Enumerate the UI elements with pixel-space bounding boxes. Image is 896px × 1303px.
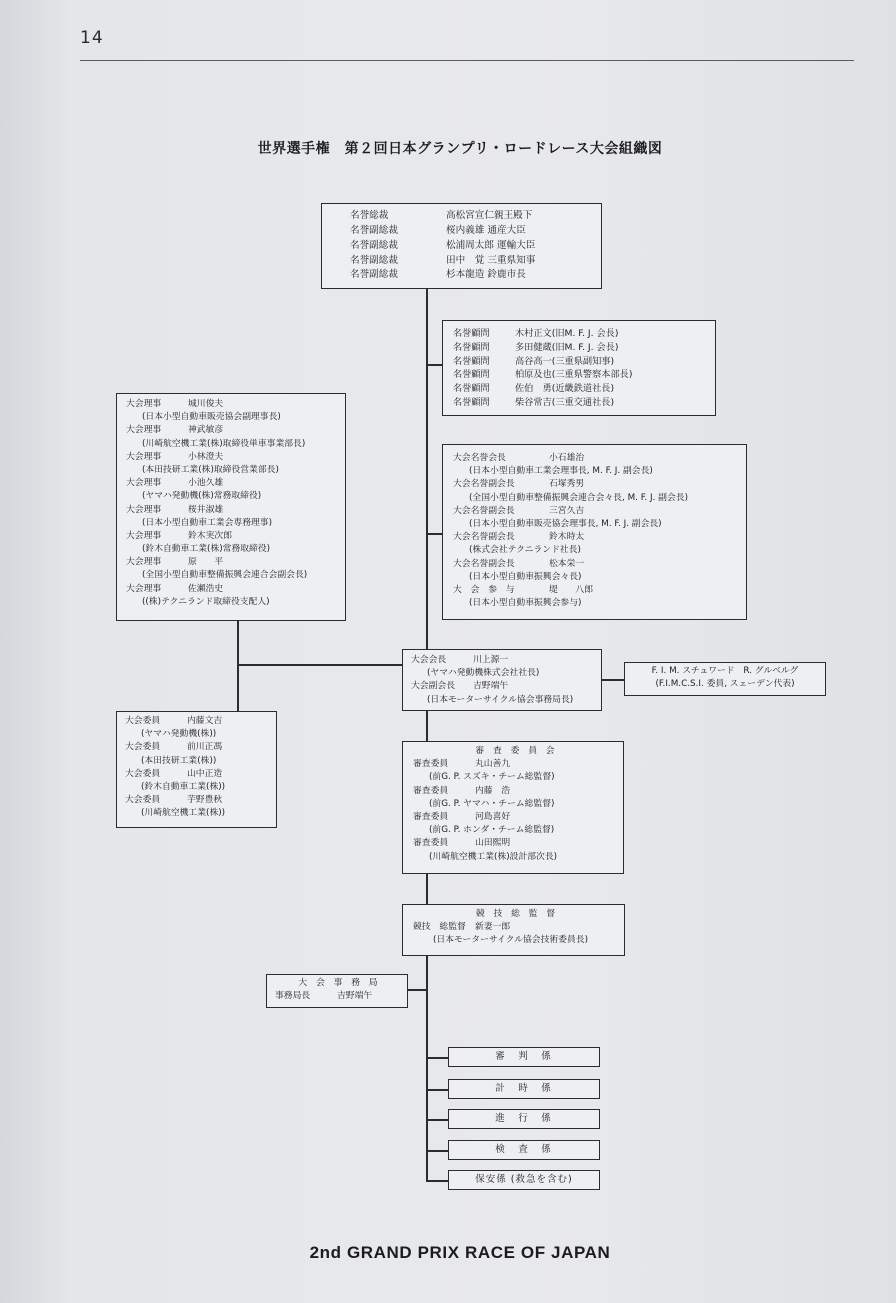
president-row: 大会副会長 吉野端午 [411,681,509,692]
committee-org: (鈴木自動車工業(株)) [141,781,226,792]
committee-box [116,711,277,828]
director-org: (日本小型自動車販売協会副理事長) [142,412,281,423]
president-box [402,649,602,711]
dept-branch-3 [426,1119,448,1121]
director-org: ((株)テクニランド取締役支配人) [142,596,270,607]
honorary-presidents-box [321,203,602,289]
secretariat-heading: 大 会 事 務 局 [298,978,378,988]
director-general-box [402,904,625,956]
committee-org: (本田技研工業(株)) [141,755,217,766]
lower-trunk-line [426,710,428,742]
director-row: 大会理事 小池久雄 [126,478,224,489]
committee-org: (川崎航空機工業(株)) [141,808,226,819]
honorary-chair-org: (日本小型自動車工業会理事長, M. F. J. 副会長) [469,466,653,477]
honorary-president-row: 名誉総裁 高松宮宣仁親王殿下 [350,210,533,221]
footer-title: 2nd GRAND PRIX RACE OF JAPAN [309,1243,611,1262]
director-row: 大会理事 原 平 [126,557,224,568]
dept-branch-5 [426,1180,448,1182]
president-org: (日本モーターサイクル協会事務局長) [427,694,574,705]
judge-row: 審査委員 山田熙明 [413,838,511,849]
advisor-row: 名誉顧問 柴谷常吉(三重交通社長) [453,396,615,408]
dept-branch-2 [426,1089,448,1091]
directors-box [116,393,346,621]
director-org: (本田技研工業(株)取締役営業部長) [142,464,279,475]
honorary-president-row: 名誉副総裁 桜内義雄 通産大臣 [350,224,526,236]
director-org: (川崎航空機工業(株)取締役単車事業部長) [142,438,306,449]
director-row: 大会理事 桜井淑雄 [126,504,224,515]
honorary-chair-row: 大会名誉副会長 鈴木時太 [453,532,585,543]
director-row: 大会理事 鈴木実次郎 [126,530,232,541]
committee-row: 大会委員 内藤文吉 [125,716,223,726]
director-org: (全国小型自動車整備振興会連合会副会長) [142,570,308,581]
advisor-row: 名誉顧問 佐伯 勇(近畿鉄道社長) [453,383,615,395]
judge-org: (前G. P. スズキ・チーム総監督) [429,772,555,783]
department-box: 審 判 係 [448,1047,600,1067]
department-box: 保安係 (救急を含む) [448,1170,600,1190]
secretariat-branch-line [407,989,427,991]
director-row: 大会理事 佐瀬浩史 [126,583,224,594]
director-row: 大会理事 城川俊夫 [126,399,224,409]
judges-heading: 審 査 委 員 会 [475,746,555,756]
left-trunk-line [237,620,239,712]
honorary-chairmen-box [442,444,747,620]
fim-steward-line: (F.I.M.C.S.I. 委員, スェーデン代表) [655,679,795,690]
committee-row: 大会委員 山中正造 [125,768,223,779]
honorary-advisors-box [442,320,716,416]
judges-box [402,741,624,874]
director-org: (日本小型自動車工業会専務理事) [142,517,273,528]
dept-branch-1 [426,1057,448,1059]
department-box: 検 査 係 [448,1140,600,1160]
judges-to-director-line [426,873,428,904]
main-trunk-line [426,288,428,650]
president-org: (ヤマハ発動機株式会社社長) [427,668,540,679]
advisor-row: 名誉顧問 高谷高一(三重県副知事) [453,355,615,367]
judge-org: (前G. P. ヤマハ・チーム総監督) [429,798,555,809]
advisor-row: 名誉顧問 多田健蔵(旧M. F. J. 会長) [453,341,619,353]
honorary-chair-org: (日本小型自動車振興会々長) [469,571,582,582]
department-box: 進 行 係 [448,1109,600,1129]
honorary-president-row: 名誉副総裁 松浦周太郎 運輸大臣 [350,239,536,251]
judge-row: 審査委員 丸山善九 [413,759,511,770]
advisor-branch-line [426,364,442,366]
secretariat-row: 事務局長 吉野端午 [275,991,373,1002]
director-general-org: (日本モーターサイクル協会技術委員長) [433,935,589,946]
chart-title: 世界選手権 第２回日本グランプリ・ロードレース大会組織図 [257,141,663,157]
honorary-chair-row: 大 会 参 与 堤 八郎 [453,584,593,595]
advisor-row: 名誉顧問 木村正文(旧M. F. J. 会長) [453,328,619,339]
director-general-row: 競技 総監督 新妻一郎 [413,922,511,933]
left-cross-line [237,664,402,666]
director-general-heading: 競 技 総 監 督 [475,909,556,919]
director-row: 大会理事 神武敏彦 [126,425,224,436]
dept-branch-4 [426,1150,448,1152]
fim-branch-line [602,679,624,681]
honorary-chair-org: (全国小型自動車整備振興会連合会々長, M. F. J. 副会長) [469,492,689,503]
director-org: (ヤマハ発動機(株)常務取締役) [142,491,262,502]
advisor-row: 名誉顧問 柏原及也(三重県警察本部長) [453,369,633,381]
header-rule [80,60,854,61]
department-box: 計 時 係 [448,1079,600,1099]
president-row: 大会会長 川上源一 [411,655,509,665]
honorary-chair-org: (日本小型自動車販売協会理事長, M. F. J. 副会長) [469,518,662,529]
fim-steward-box [624,662,826,696]
honorary-president-row: 名誉副総裁 田中 覚 三重県知事 [350,254,536,266]
judge-org: (川崎航空機工業(株)設計部次長) [429,851,558,862]
director-org: (鈴木自動車工業(株)常務取締役) [142,544,271,555]
honorary-chair-row: 大会名誉会長 小石雄治 [453,453,585,463]
judge-row: 審査委員 内藤 浩 [413,785,511,796]
honorary-chair-row: 大会名誉副会長 石塚秀男 [453,479,585,490]
honorary-chair-row: 大会名誉副会長 松本栄一 [453,558,585,569]
honorary-president-row: 名誉副総裁 杉本龍造 鈴鹿市長 [350,269,526,281]
judge-row: 審査委員 河島喜好 [413,811,511,822]
page-number: 14 [80,28,104,48]
committee-org: (ヤマハ発動機(株)) [141,729,217,740]
honorary-chair-org: (株式会社テクニランド社長) [469,545,581,556]
judge-org: (前G. P. ホンダ・チーム総監督) [429,825,555,836]
director-row: 大会理事 小林澄夫 [126,451,224,462]
honorary-chair-row: 大会名誉副会長 三宮久吉 [453,505,585,516]
committee-row: 大会委員 芋野豊秋 [125,795,223,806]
honorary-chair-org: (日本小型自動車振興会参与) [469,598,582,609]
fim-steward-line: F. I. M. スチュワード R. グルベルグ [651,666,799,676]
secretariat-box [266,974,408,1008]
honorary-chair-branch-line [426,533,442,535]
committee-row: 大会委員 前川正馮 [125,742,223,753]
